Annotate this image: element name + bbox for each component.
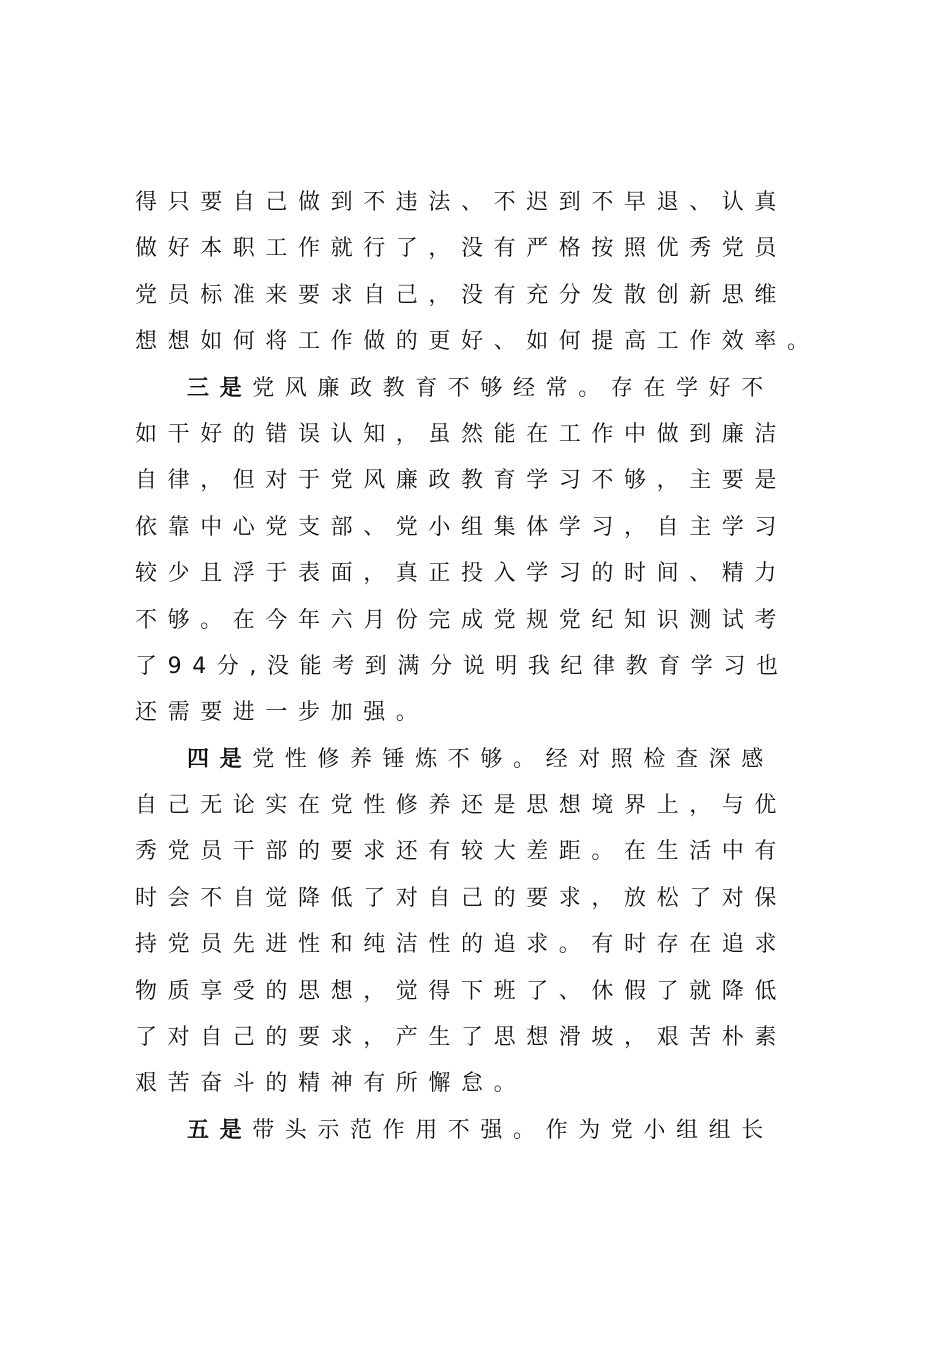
text-line: 了对自己的要求，产生了思想滑坡，艰苦朴素 [135,1025,788,1051]
text-line: 党员标准来要求自己，没有充分发散创新思维 [135,282,788,308]
paragraph-text-san: 党风廉政教育不够经常。存在学好不 [252,375,774,401]
text-line: 做好本职工作就行了，没有严格按照优秀党员 [135,236,788,262]
text-line: 较少且浮于表面，真正投入学习的时间、精力 [135,561,788,587]
text-line: 时会不自觉降低了对自己的要求，放松了对保 [135,885,788,911]
text-line: 想想如何将工作做的更好、如何提高工作效率。 [135,329,820,355]
paragraph-lead-si: 四是 [187,746,253,772]
text-line: 依靠中心党支部、党小组集体学习，自主学习 [135,514,788,540]
text-line: 得只要自己做到不违法、不迟到不早退、认真 [135,190,788,215]
text-line: 如干好的错误认知，虽然能在工作中做到廉洁 [135,421,788,447]
paragraph-line-si [135,737,845,783]
paragraph-text-wu: 带头示范作用不强。作为党小组组长 [252,1117,774,1143]
paragraph-lead-san: 三是 [187,375,253,401]
text-line: 不够。在今年六月份完成党规党纪知识测试考 [135,607,788,633]
paragraph-lead-wu: 五是 [187,1117,253,1143]
text-line: 自律，但对于党风廉政教育学习不够，主要是 [135,468,788,494]
paragraph-line-wu [135,1108,845,1154]
body-text [135,180,845,1154]
text-line: 还需要进一步加强。 [135,700,429,726]
text-line: 持党员先进性和纯洁性的追求。有时存在追求 [135,932,788,958]
text-line: 物质享受的思想，觉得下班了、休假了就降低 [135,978,788,1004]
text-line: 艰苦奋斗的精神有所懈怠。 [135,1071,527,1097]
paragraph-text-si: 党性修养锤炼不够。经对照检查深感 [252,746,774,772]
text-line: 自己无论实在党性修养还是思想境界上，与优 [135,793,788,819]
text-line: 秀党员干部的要求还有较大差距。在生活中有 [135,839,788,865]
paragraph-line-san [135,366,845,412]
text-line: 了94分,没能考到满分说明我纪律教育学习也 [135,653,789,679]
